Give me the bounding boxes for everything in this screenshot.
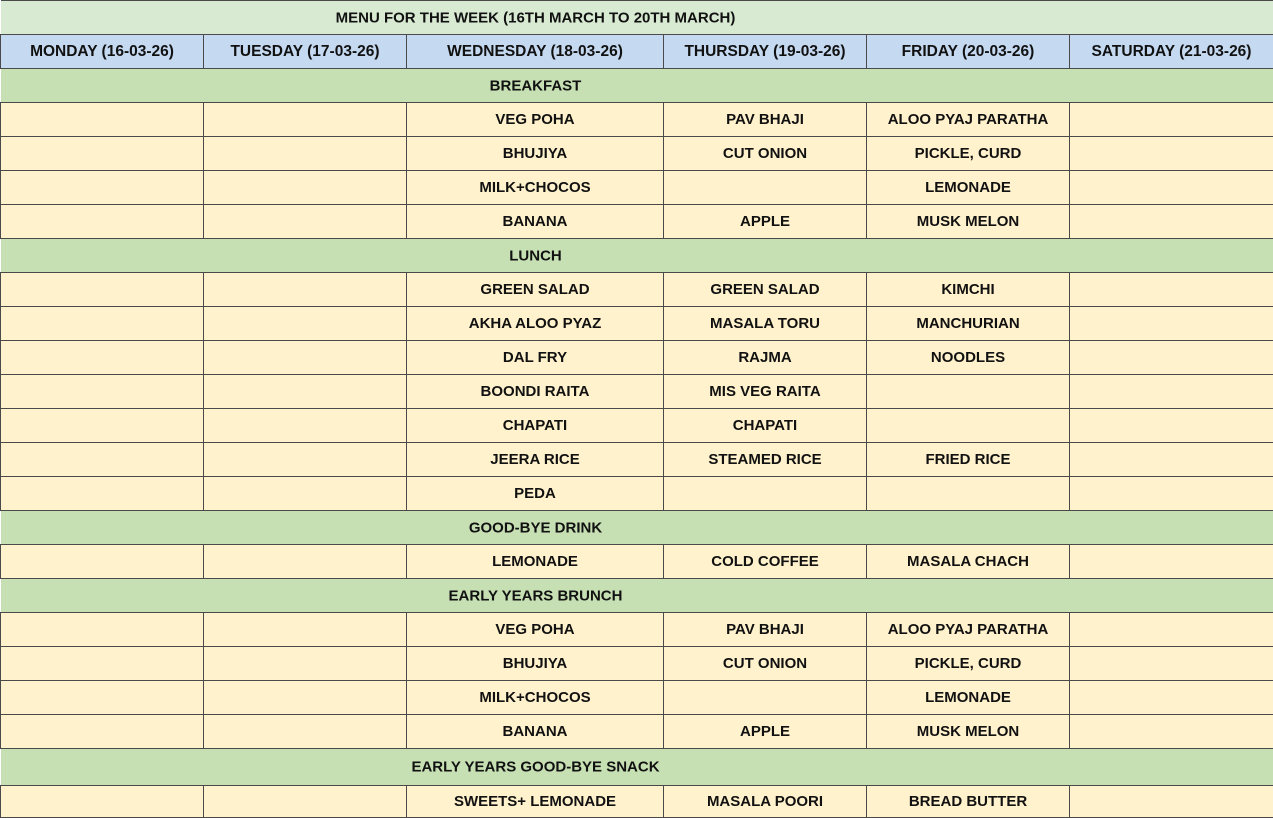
menu-row: [1, 171, 1273, 205]
menu-cell-thursday: [664, 681, 867, 715]
menu-row: [1, 681, 1273, 715]
day-header-tuesday: TUESDAY (17-03-26): [204, 35, 407, 69]
menu-cell-tuesday: [204, 409, 407, 443]
menu-cell-saturday: [1070, 307, 1273, 341]
section-title: GOOD-BYE DRINK: [469, 519, 602, 536]
menu-row: [1, 477, 1273, 511]
menu-cell-friday: [867, 375, 1070, 409]
menu-row: [1, 715, 1273, 749]
menu-cell-thursday: MIS VEG RAITA: [664, 375, 867, 409]
section-header-row: [1, 239, 1273, 273]
menu-row: [1, 307, 1273, 341]
section-title: EARLY YEARS BRUNCH: [449, 587, 623, 604]
menu-cell-wednesday: BANANA: [407, 715, 664, 749]
menu-cell-monday: [1, 273, 204, 307]
menu-cell-tuesday: [204, 681, 407, 715]
menu-cell-wednesday: MILK+CHOCOS: [407, 681, 664, 715]
menu-cell-thursday: MASALA POORI: [664, 786, 867, 818]
menu-cell-saturday: [1070, 137, 1273, 171]
day-header-wednesday: WEDNESDAY (18-03-26): [407, 35, 664, 69]
menu-cell-friday: PICKLE, CURD: [867, 137, 1070, 171]
menu-cell-saturday: [1070, 103, 1273, 137]
menu-cell-saturday: [1070, 443, 1273, 477]
menu-cell-saturday: [1070, 477, 1273, 511]
menu-cell-monday: [1, 171, 204, 205]
menu-cell-tuesday: [204, 205, 407, 239]
menu-row: [1, 786, 1273, 818]
section-header-lunch: [1, 239, 1273, 273]
menu-cell-monday: [1, 443, 204, 477]
menu-cell-friday: ALOO PYAJ PARATHA: [867, 613, 1070, 647]
section-header-row: [1, 579, 1273, 613]
menu-cell-friday: FRIED RICE: [867, 443, 1070, 477]
menu-cell-saturday: [1070, 681, 1273, 715]
menu-cell-tuesday: [204, 341, 407, 375]
menu-cell-friday: NOODLES: [867, 341, 1070, 375]
menu-cell-tuesday: [204, 647, 407, 681]
menu-cell-thursday: CUT ONION: [664, 647, 867, 681]
menu-cell-thursday: GREEN SALAD: [664, 273, 867, 307]
menu-cell-tuesday: [204, 613, 407, 647]
menu-cell-thursday: [664, 477, 867, 511]
menu-cell-wednesday: PEDA: [407, 477, 664, 511]
menu-cell-tuesday: [204, 273, 407, 307]
menu-cell-saturday: [1070, 341, 1273, 375]
menu-cell-wednesday: SWEETS+ LEMONADE: [407, 786, 664, 818]
menu-title: MENU FOR THE WEEK (16TH MARCH TO 20TH MARCH): [336, 9, 736, 26]
menu-cell-saturday: [1070, 647, 1273, 681]
menu-cell-monday: [1, 477, 204, 511]
menu-cell-tuesday: [204, 545, 407, 579]
menu-cell-thursday: RAJMA: [664, 341, 867, 375]
menu-cell-friday: MANCHURIAN: [867, 307, 1070, 341]
title-cell: [1, 1, 1273, 35]
menu-cell-tuesday: [204, 103, 407, 137]
section-title: BREAKFAST: [490, 77, 582, 94]
menu-cell-thursday: APPLE: [664, 205, 867, 239]
menu-cell-friday: MUSK MELON: [867, 205, 1070, 239]
menu-cell-thursday: CHAPATI: [664, 409, 867, 443]
menu-cell-friday: LEMONADE: [867, 171, 1070, 205]
menu-cell-monday: [1, 205, 204, 239]
section-header-row: [1, 511, 1273, 545]
menu-cell-friday: ALOO PYAJ PARATHA: [867, 103, 1070, 137]
day-header-row: [1, 35, 1273, 69]
title-row: [1, 1, 1273, 35]
section-header-row: [1, 69, 1273, 103]
menu-cell-saturday: [1070, 786, 1273, 818]
menu-cell-friday: [867, 477, 1070, 511]
menu-cell-wednesday: MILK+CHOCOS: [407, 171, 664, 205]
menu-row: [1, 137, 1273, 171]
menu-cell-tuesday: [204, 715, 407, 749]
menu-cell-wednesday: DAL FRY: [407, 341, 664, 375]
menu-cell-monday: [1, 545, 204, 579]
menu-cell-wednesday: VEG POHA: [407, 613, 664, 647]
menu-row: [1, 205, 1273, 239]
menu-cell-saturday: [1070, 545, 1273, 579]
menu-cell-monday: [1, 307, 204, 341]
menu-cell-tuesday: [204, 375, 407, 409]
menu-cell-saturday: [1070, 273, 1273, 307]
menu-cell-monday: [1, 681, 204, 715]
menu-cell-wednesday: GREEN SALAD: [407, 273, 664, 307]
section-header-row: [1, 749, 1273, 786]
menu-cell-thursday: APPLE: [664, 715, 867, 749]
menu-cell-friday: MUSK MELON: [867, 715, 1070, 749]
menu-cell-thursday: CUT ONION: [664, 137, 867, 171]
menu-row: [1, 375, 1273, 409]
menu-cell-saturday: [1070, 409, 1273, 443]
menu-cell-monday: [1, 647, 204, 681]
menu-row: [1, 409, 1273, 443]
menu-row: [1, 103, 1273, 137]
menu-cell-tuesday: [204, 171, 407, 205]
menu-cell-monday: [1, 613, 204, 647]
menu-row: [1, 443, 1273, 477]
menu-cell-monday: [1, 375, 204, 409]
day-header-monday: MONDAY (16-03-26): [1, 35, 204, 69]
menu-cell-saturday: [1070, 171, 1273, 205]
menu-row: [1, 341, 1273, 375]
menu-cell-wednesday: BHUJIYA: [407, 647, 664, 681]
menu-cell-tuesday: [204, 477, 407, 511]
menu-cell-monday: [1, 409, 204, 443]
section-header-breakfast: [1, 69, 1273, 103]
menu-cell-monday: [1, 715, 204, 749]
menu-cell-tuesday: [204, 137, 407, 171]
menu-row: [1, 273, 1273, 307]
menu-cell-monday: [1, 786, 204, 818]
menu-cell-friday: [867, 409, 1070, 443]
menu-cell-thursday: STEAMED RICE: [664, 443, 867, 477]
menu-cell-wednesday: BHUJIYA: [407, 137, 664, 171]
section-header-early-years-brunch: [1, 579, 1273, 613]
day-header-saturday: SATURDAY (21-03-26): [1070, 35, 1273, 69]
menu-cell-saturday: [1070, 375, 1273, 409]
menu-cell-thursday: [664, 171, 867, 205]
menu-cell-thursday: COLD COFFEE: [664, 545, 867, 579]
menu-cell-tuesday: [204, 786, 407, 818]
menu-cell-monday: [1, 137, 204, 171]
section-header-good-bye-drink: [1, 511, 1273, 545]
menu-cell-thursday: MASALA TORU: [664, 307, 867, 341]
menu-cell-friday: BREAD BUTTER: [867, 786, 1070, 818]
menu-cell-saturday: [1070, 205, 1273, 239]
menu-cell-thursday: PAV BHAJI: [664, 103, 867, 137]
menu-cell-wednesday: LEMONADE: [407, 545, 664, 579]
menu-row: [1, 647, 1273, 681]
menu-cell-friday: KIMCHI: [867, 273, 1070, 307]
menu-cell-friday: LEMONADE: [867, 681, 1070, 715]
menu-cell-tuesday: [204, 443, 407, 477]
menu-cell-tuesday: [204, 307, 407, 341]
menu-cell-monday: [1, 341, 204, 375]
day-header-thursday: THURSDAY (19-03-26): [664, 35, 867, 69]
menu-cell-wednesday: AKHA ALOO PYAZ: [407, 307, 664, 341]
section-title: EARLY YEARS GOOD-BYE SNACK: [411, 759, 659, 776]
menu-row: [1, 613, 1273, 647]
menu-cell-friday: MASALA CHACH: [867, 545, 1070, 579]
menu-cell-wednesday: VEG POHA: [407, 103, 664, 137]
menu-cell-friday: PICKLE, CURD: [867, 647, 1070, 681]
section-title: LUNCH: [509, 247, 562, 264]
menu-cell-wednesday: BANANA: [407, 205, 664, 239]
section-header-early-years-good-bye-snack: [1, 749, 1273, 786]
menu-cell-wednesday: JEERA RICE: [407, 443, 664, 477]
menu-cell-saturday: [1070, 613, 1273, 647]
menu-cell-monday: [1, 103, 204, 137]
menu-cell-thursday: PAV BHAJI: [664, 613, 867, 647]
menu-cell-wednesday: BOONDI RAITA: [407, 375, 664, 409]
day-header-friday: FRIDAY (20-03-26): [867, 35, 1070, 69]
menu-cell-saturday: [1070, 715, 1273, 749]
menu-row: [1, 545, 1273, 579]
menu-cell-wednesday: CHAPATI: [407, 409, 664, 443]
